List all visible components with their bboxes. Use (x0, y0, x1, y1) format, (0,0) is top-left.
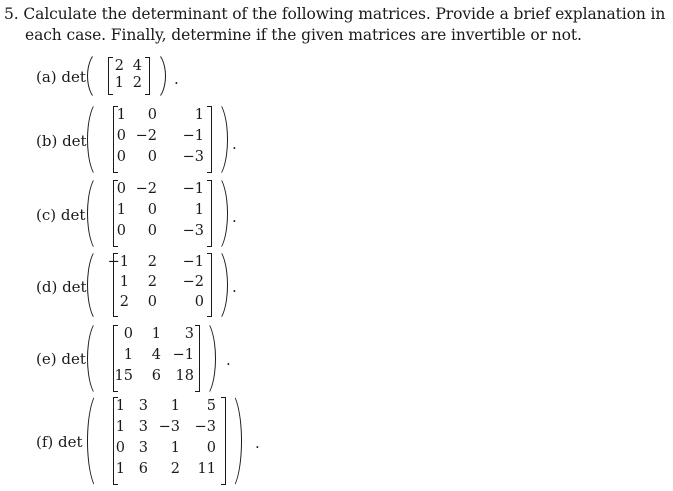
part-b-cell-r3c3: −3 (182, 149, 204, 165)
part-e-right-bracket (195, 325, 200, 392)
part-e-label: (e) det (36, 350, 86, 368)
part-b-cell-r3c1: 0 (116, 149, 126, 165)
part-f-cell-r4c2: 6 (138, 461, 148, 477)
part-c-cell-r2c3: 1 (194, 202, 204, 218)
part-c-cell-r2c1: 1 (116, 202, 126, 218)
part-b-right-bracket (207, 106, 212, 173)
part-c-right-bracket (207, 180, 212, 247)
part-f-cell-r1c2: 3 (138, 398, 148, 414)
part-f-right-bracket (221, 397, 226, 485)
part-d-right-bracket (207, 253, 212, 317)
part-d-cell-r3c1: 2 (119, 294, 129, 310)
part-b-cell-r1c1: 1 (116, 107, 126, 123)
part-e-cell-r1c2: 1 (151, 326, 161, 342)
part-d-period: . (232, 278, 237, 296)
part-a-label: (a) det (36, 68, 86, 86)
part-c-cell-r3c3: −3 (182, 223, 204, 239)
part-a-cell-r2c2: 2 (132, 75, 142, 91)
part-b-cell-r1c3: 1 (194, 107, 204, 123)
part-f-right-paren (216, 391, 242, 491)
part-f-cell-r2c2: 3 (138, 419, 148, 435)
part-f-period: . (255, 434, 260, 452)
part-e-cell-r1c1: 0 (123, 326, 133, 342)
part-c-cell-r1c1: 0 (116, 181, 126, 197)
part-c-period: . (232, 208, 237, 226)
part-b-cell-r1c2: 0 (147, 107, 157, 123)
part-b-label: (b) det (36, 132, 87, 150)
part-d-cell-r2c2: 2 (147, 274, 157, 290)
part-d-cell-r3c3: 0 (194, 294, 204, 310)
part-b-cell-r2c3: −1 (182, 128, 204, 144)
part-f-cell-r1c4: 5 (206, 398, 216, 414)
part-f-cell-r2c4: −3 (194, 419, 216, 435)
part-c-right-paren (202, 174, 228, 253)
part-b-cell-r3c2: 0 (147, 149, 157, 165)
part-f-cell-r4c1: 1 (115, 461, 125, 477)
part-b-period: . (232, 135, 237, 153)
part-a-period: . (174, 70, 179, 88)
part-d-right-paren (202, 247, 228, 323)
part-c-cell-r3c1: 0 (116, 223, 126, 239)
part-a-right-paren (140, 51, 166, 101)
part-d-cell-r1c1: −1 (107, 254, 129, 270)
part-e-cell-r3c2: 6 (151, 368, 161, 384)
part-f-cell-r4c3: 2 (170, 461, 180, 477)
part-d-cell-r2c1: 1 (119, 274, 129, 290)
part-a-cell-r1c2: 4 (132, 58, 142, 74)
part-d-cell-r2c3: −2 (182, 274, 204, 290)
part-f-cell-r2c3: −3 (158, 419, 180, 435)
part-d-cell-r3c2: 0 (147, 294, 157, 310)
part-b-right-paren (202, 100, 228, 179)
part-d-label: (d) det (36, 278, 87, 296)
part-b-cell-r2c1: 0 (116, 128, 126, 144)
part-e-cell-r1c3: 3 (184, 326, 194, 342)
part-f-cell-r2c1: 1 (115, 419, 125, 435)
part-b-cell-r2c2: −2 (135, 128, 157, 144)
part-f-cell-r3c2: 3 (138, 440, 148, 456)
part-e-cell-r3c3: 18 (175, 368, 194, 384)
part-a-cell-r2c1: 1 (114, 75, 124, 91)
part-e-period: . (226, 351, 231, 369)
problem-statement-line-1: 5. Calculate the determinant of the following matrices. Provide a brief explanation in (4, 5, 666, 23)
part-c-cell-r2c2: 0 (147, 202, 157, 218)
part-f-cell-r4c4: 11 (197, 461, 216, 477)
part-c-cell-r3c2: 0 (147, 223, 157, 239)
part-f-cell-r1c1: 1 (115, 398, 125, 414)
part-f-label: (f) det (36, 433, 83, 451)
part-f-cell-r1c3: 1 (170, 398, 180, 414)
part-e-cell-r3c1: 15 (114, 368, 133, 384)
part-c-cell-r1c2: −2 (135, 181, 157, 197)
part-f-cell-r3c1: 0 (115, 440, 125, 456)
part-d-cell-r1c2: 2 (147, 254, 157, 270)
part-f-cell-r3c3: 1 (170, 440, 180, 456)
part-a-right-bracket (145, 57, 150, 95)
part-c-label: (c) det (36, 206, 86, 224)
part-f-cell-r3c4: 0 (206, 440, 216, 456)
part-c-cell-r1c3: −1 (182, 181, 204, 197)
part-a-cell-r1c1: 2 (114, 58, 124, 74)
part-e-cell-r2c3: −1 (172, 347, 194, 363)
part-e-cell-r2c1: 1 (123, 347, 133, 363)
part-d-cell-r1c3: −1 (182, 254, 204, 270)
problem-statement-line-2: each case. Finally, determine if the given matrices are invertible or not. (25, 26, 582, 44)
part-e-cell-r2c2: 4 (151, 347, 161, 363)
